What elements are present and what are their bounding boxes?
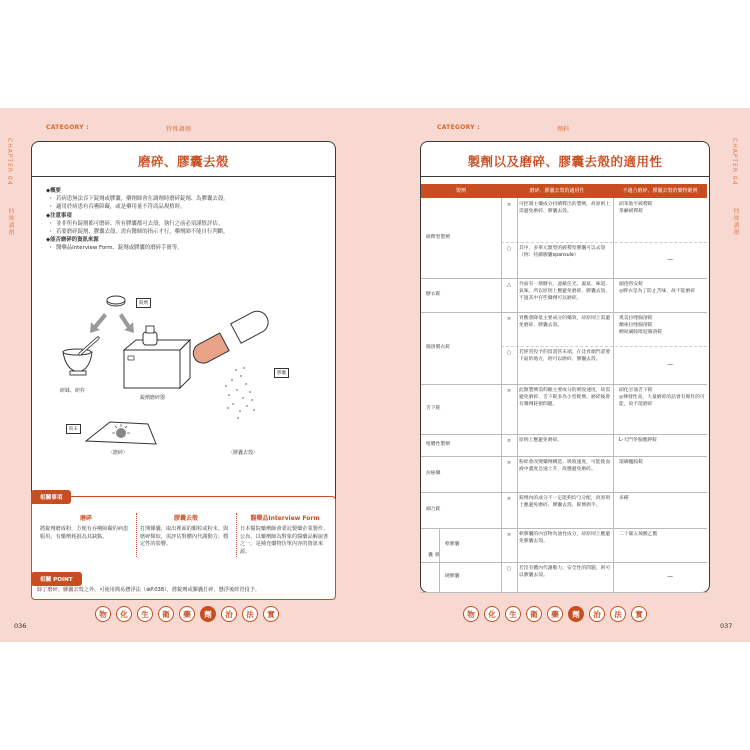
page-title: 磨碎、膠囊去殼 xyxy=(137,154,229,169)
chapter-subtitle: 特殊調劑 xyxy=(732,208,739,236)
divider xyxy=(613,198,614,592)
tablet-tag: 錠劑 xyxy=(136,298,151,308)
divider xyxy=(421,434,707,435)
chapter-subtitle: 特殊調劑 xyxy=(7,208,14,236)
category-value: 特殊調劑 xyxy=(166,126,192,133)
divider xyxy=(421,278,707,279)
keywords-label: 相關事項 xyxy=(31,490,71,504)
motto-badge: 生 xyxy=(137,606,153,622)
suitability-description: 錠劑內的成分不一定能夠均勻分配，故原則上應避免磨碎、膠囊去殼，錠劑剝半。 xyxy=(519,496,611,508)
suitability-mark: × xyxy=(506,316,512,322)
note-item: ・ 適用於病患有吞嚥障礙，或是藥用量不符商品規格時。 xyxy=(46,203,323,211)
formulation-name: 舌下錠 xyxy=(426,406,441,411)
divider xyxy=(136,513,137,557)
suitability-mark: × xyxy=(506,460,512,466)
divider xyxy=(421,562,707,563)
motto-badge: 法 xyxy=(242,606,258,622)
note-heading: ◆能否磨碎的資訊來源 xyxy=(46,237,99,244)
suitability-mark: ○ xyxy=(506,566,512,572)
motto-badge: 生 xyxy=(505,606,521,622)
page-title: 製劑以及磨碎、膠囊去殼的適用性 xyxy=(467,154,663,169)
note-item: ・ 若病患無法吞下錠劑或膠囊，藥劑師會在調劑時磨碎錠劑、為膠囊去殼。 xyxy=(46,195,323,203)
suitability-mark: △ xyxy=(506,282,512,288)
note-item: ・ 若要磨碎錠劑、膠囊去殼，需有醫師的指示才行，藥劑師不能自行判斷。 xyxy=(46,228,323,236)
drug-example: — xyxy=(667,256,673,263)
motto-badges xyxy=(463,606,647,622)
divider xyxy=(236,513,237,557)
keyword-decapsulate: 膠囊去殼 打開膠囊，取出裡面的顆粒或粉末。與磨碎類似，需評估對體內代謝動力、穩定性的影響。 xyxy=(140,515,229,547)
divider xyxy=(421,592,707,593)
column-header-suitability: 磨碎、膠囊去殼的適用性 xyxy=(529,188,585,194)
formulation-name: 軟膠囊 xyxy=(445,542,460,547)
grind-caption: 〈磨碎〉 xyxy=(108,450,129,456)
capsule-group-label: 膠囊 xyxy=(427,552,439,557)
motto-badge: 物 xyxy=(95,606,111,622)
divider xyxy=(439,528,440,592)
divider xyxy=(421,528,707,529)
divider xyxy=(501,346,707,347)
divider xyxy=(32,176,335,177)
divider xyxy=(421,176,709,177)
suitability-mark: × xyxy=(506,496,512,502)
formulation-name: 緩釋型製劑 xyxy=(426,235,450,240)
suitability-description: 胃酸會降低主要成分的藥效，故原則上需避免磨碎、膠囊去殼。 xyxy=(519,316,611,328)
formulation-name: 抗癌藥 xyxy=(426,471,441,476)
formulation-name: 糖衣錠 xyxy=(426,292,441,297)
suitability-description: 外面有一層糖衣，遮蔽任光、濕氣、味道、氣味，所以原則上應避免磨碎、膠囊去殼，不過其中有些藥劑可以磨碎。 xyxy=(519,282,611,301)
right-page xyxy=(375,108,750,642)
drug-example: 頭孢替安錠 ◎膠衣是為了防止苦味，故不能磨碎 xyxy=(619,282,696,294)
page-number: 036 xyxy=(14,622,27,630)
category-label: CATEGORY : xyxy=(46,124,89,131)
book-spread xyxy=(0,108,750,642)
drug-example: 硝苯地平緩釋錠 茶鹼緩釋錠 xyxy=(619,202,653,214)
drug-example: 多種 xyxy=(619,496,629,501)
point-text: 除了磨碎、膠囊去殼之外，可使用簡易懸浮法（⊕P.038），將錠劑或膠囊打碎，懸浮後經管投予。 xyxy=(37,587,261,593)
suitability-mark: ○ xyxy=(506,350,512,356)
suitability-mark: × xyxy=(506,202,512,208)
summary-notes xyxy=(46,187,323,253)
formulation-name: 細合錠 xyxy=(426,507,441,512)
note-item: ・ 醫藥品Interview Form、錠劑或膠囊的磨碎手冊等。 xyxy=(46,244,323,252)
suitability-mark: × xyxy=(506,438,512,444)
category-header xyxy=(437,124,570,133)
motto-badge: 化 xyxy=(484,606,500,622)
content-card xyxy=(420,141,710,593)
motto-badges xyxy=(95,606,279,622)
chapter-label: CHAPTER 04 xyxy=(731,138,738,186)
note-item: ・ 並非所有錠劑都可磨碎、所有膠囊都可去殼，執行之前必須謹慎評估。 xyxy=(46,220,323,228)
motto-badge: 實 xyxy=(631,606,647,622)
drug-example: — xyxy=(667,573,673,580)
divider xyxy=(517,198,518,592)
motto-badge: 實 xyxy=(263,606,279,622)
decapsulate-caption: 〈膠囊去殼〉 xyxy=(228,450,259,456)
note-heading: ◆概要 xyxy=(46,188,61,194)
suitability-description: 可控制主藥成分持續釋出的製劑，故原則上需避免磨碎、膠囊去殼。 xyxy=(519,202,611,214)
motto-badge: 藥 xyxy=(547,606,563,622)
drug-example: 二十碳五烯酸乙酯 xyxy=(619,532,658,537)
motto-badge: 藥 xyxy=(179,606,195,622)
category-value: 劑料 xyxy=(557,126,570,133)
suitability-description: 軟膠囊的內容物為油性成分，故原則上應避免膠囊去殼。 xyxy=(519,532,611,544)
suitability-description: 其中，多單元類型的緩釋型膠囊可以去殼（例：持續膠囊spansule） xyxy=(519,246,606,258)
formulation-name: 咀嚼性製劑 xyxy=(426,442,450,447)
motto-badge: 衛 xyxy=(526,606,542,622)
page-number: 037 xyxy=(720,622,733,630)
motto-badge: 劑 xyxy=(200,606,216,622)
category-label: CATEGORY : xyxy=(437,124,480,131)
divider xyxy=(421,384,707,385)
suitability-description: 若經管投予的留置管末端，在比胃幽門還要下面的地方，則可以磨碎、膠囊去殼。 xyxy=(519,350,611,362)
motto-badge: 化 xyxy=(116,606,132,622)
suitability-description: 若沒有體內代謝動力、安全性的問題，則可以膠囊去殼。 xyxy=(519,566,611,578)
chapter-tab xyxy=(6,138,13,186)
powder-tag: 粉末 xyxy=(66,424,81,434)
left-page xyxy=(0,108,375,642)
divider xyxy=(421,312,707,313)
column-header-formulation: 製劑 xyxy=(455,188,466,194)
suitability-description: 此類製劑需仰賴主要成分的吸收速度，故需避免磨碎、舌下錠多為小型錠劑，磨碎後會有藥劑耗損問題。 xyxy=(519,388,611,407)
drug-example: 環磷醯胺錠 xyxy=(619,460,643,465)
keyword-interview-form: 醫藥品Interview Form 日本醫院藥劑師會委託製藥企業製作、公布，以藥劑師為對象的醫藥品解說書之一。是補充藥物仿單內容的資訊來源。 xyxy=(240,515,329,555)
suitability-mark: × xyxy=(506,532,512,538)
note-heading: ◆注意事項 xyxy=(46,212,72,219)
capsule-tag: 膠囊 xyxy=(274,368,289,378)
motto-badge: 法 xyxy=(610,606,626,622)
chapter-tab xyxy=(731,138,738,186)
formulation-name: 硬膠囊 xyxy=(445,574,460,579)
motto-badge: 衛 xyxy=(158,606,174,622)
drug-example: 奧美拉唑腸溶錠 蘭索拉唑腸溶錠 柳氮磺胺吡啶腸溶錠 xyxy=(619,316,663,335)
keyword-grinding: 磨碎 將錠劑磨成粉，方便有吞嚥障礙的病患服用，有藥劑耗損為其缺點。 xyxy=(40,515,129,540)
motto-badge: 治 xyxy=(589,606,605,622)
divider xyxy=(421,492,707,493)
mortar-caption: 研缽、研杵 xyxy=(60,388,86,394)
drug-example: L-天門冬胺酸鉀錠 xyxy=(619,438,657,443)
divider xyxy=(501,198,502,592)
drug-example: — xyxy=(667,361,673,368)
suitability-description: 粉碎會改變藥劑構造、吸收速度，可能使血液中濃度急速上升，故應避免磨碎。 xyxy=(519,460,611,472)
divider xyxy=(501,242,707,243)
related-point xyxy=(31,572,336,596)
suitability-mark: ○ xyxy=(506,246,512,252)
drug-example: 硝化甘油舌下錠 ◎揮發性高，大量磨碎的話會有爆炸的可能，故不能磨碎 xyxy=(619,388,705,407)
table-header xyxy=(421,184,707,198)
chapter-label: CHAPTER 04 xyxy=(6,138,13,186)
motto-badge: 治 xyxy=(221,606,237,622)
formulation-name: 腸溶膜衣錠 xyxy=(426,345,450,350)
column-header-examples: 不適合磨碎、膠囊去殼的藥物範例 xyxy=(622,188,698,194)
suitability-mark: × xyxy=(506,388,512,394)
point-label: 相關 POINT xyxy=(31,572,82,586)
motto-badge: 物 xyxy=(463,606,479,622)
grinder-caption: 錠劑磨碎器 xyxy=(140,395,166,401)
category-header xyxy=(46,124,192,133)
motto-badge: 劑 xyxy=(568,606,584,622)
divider xyxy=(421,456,707,457)
suitability-description: 原則上應避免磨碎。 xyxy=(519,438,563,443)
